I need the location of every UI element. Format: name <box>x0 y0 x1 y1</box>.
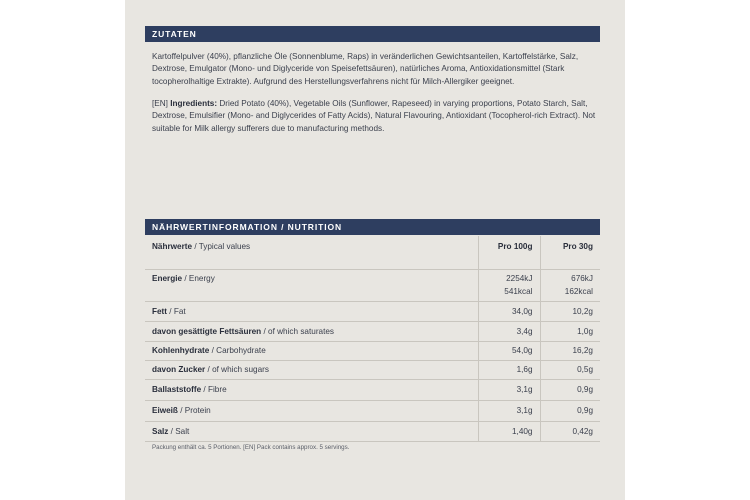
table-row-saturates <box>145 321 600 341</box>
table-row-carbohydrate <box>145 341 600 360</box>
value-per-100g: 1,40g <box>478 421 540 441</box>
col-per-100g: Pro 100g <box>478 236 540 269</box>
table-row-salt <box>145 421 600 441</box>
value-per-100g: 3,1g <box>478 400 540 421</box>
typical-values-label: Nährwerte / Typical values <box>145 236 478 269</box>
value-per-100g: 1,6g <box>478 360 540 379</box>
en-prefix: [EN] <box>152 99 168 108</box>
label-panel <box>125 0 625 500</box>
nutrition-table <box>145 236 600 442</box>
nutrient-label: davon Zucker / of which sugars <box>145 360 478 379</box>
value-per-100g: 54,0g <box>478 341 540 360</box>
table-row-energy <box>145 269 600 301</box>
nutrient-label: Kohlenhydrate / Carbohydrate <box>145 341 478 360</box>
value-per-30g: 0,42g <box>540 421 600 441</box>
nutrient-label: Fett / Fat <box>145 301 478 321</box>
value-per-100g: 2254kJ 541kcal <box>478 269 540 301</box>
value-per-30g: 0,9g <box>540 379 600 400</box>
nutrient-label: Energie / Energy <box>145 269 478 301</box>
value-per-30g: 0,9g <box>540 400 600 421</box>
nutrient-label: Eiweiß / Protein <box>145 400 478 421</box>
table-row-sugars <box>145 360 600 379</box>
table-row-fat <box>145 301 600 321</box>
value-per-100g: 3,1g <box>478 379 540 400</box>
value-per-100g: 3,4g <box>478 321 540 341</box>
nutrient-label: Ballaststoffe / Fibre <box>145 379 478 400</box>
ingredients-en <box>152 98 600 135</box>
servings-footnote: Packung enthält ca. 5 Portionen. [EN] Pack contains approx. 5 servings. <box>152 444 350 451</box>
nutrient-label: Salz / Salt <box>145 421 478 441</box>
value-per-30g: 16,2g <box>540 341 600 360</box>
table-row-fibre <box>145 379 600 400</box>
ingredients-header: ZUTATEN <box>145 26 600 42</box>
value-per-30g: 676kJ 162kcal <box>540 269 600 301</box>
value-per-30g: 10,2g <box>540 301 600 321</box>
value-per-30g: 0,5g <box>540 360 600 379</box>
table-head-row <box>145 236 600 269</box>
col-per-30g: Pro 30g <box>540 236 600 269</box>
value-per-100g: 34,0g <box>478 301 540 321</box>
table-row-protein <box>145 400 600 421</box>
ingredients-de: Kartoffelpulver (40%), pflanzliche Öle (Sonnenblume, Raps) in veränderlichen Gewichtsanteilen, Kartoffelstärke, Salz, Dextrose, Emulgator (Mono- und Diglyceride von Speisefettsäuren), natürliches Aroma, Antioxidationsmittel (Stark tocopherolhaltige Extrakte). Aufgrund des Herstellungsverfahrens nicht für Milch-Allergiker geeignet. <box>152 52 579 86</box>
en-ingredients-label: Ingredients: <box>170 99 218 108</box>
nutrition-header: NÄHRWERTINFORMATION / NUTRITION <box>145 219 600 235</box>
nutrient-label: davon gesättigte Fettsäuren / of which saturates <box>145 321 478 341</box>
value-per-30g: 1,0g <box>540 321 600 341</box>
ingredients-en-text: Dried Potato (40%), Vegetable Oils (Sunflower, Rapeseed) in varying proportions, Potato Starch, Salt, Dextrose, Emulsifier (Mono- and Diglycerides of Fatty Acids), Natural Flavouring, Antioxidant (Tocopherol-rich Extract). Not suitable for Milk allergy sufferers due to manufacturing methods. <box>152 99 596 133</box>
